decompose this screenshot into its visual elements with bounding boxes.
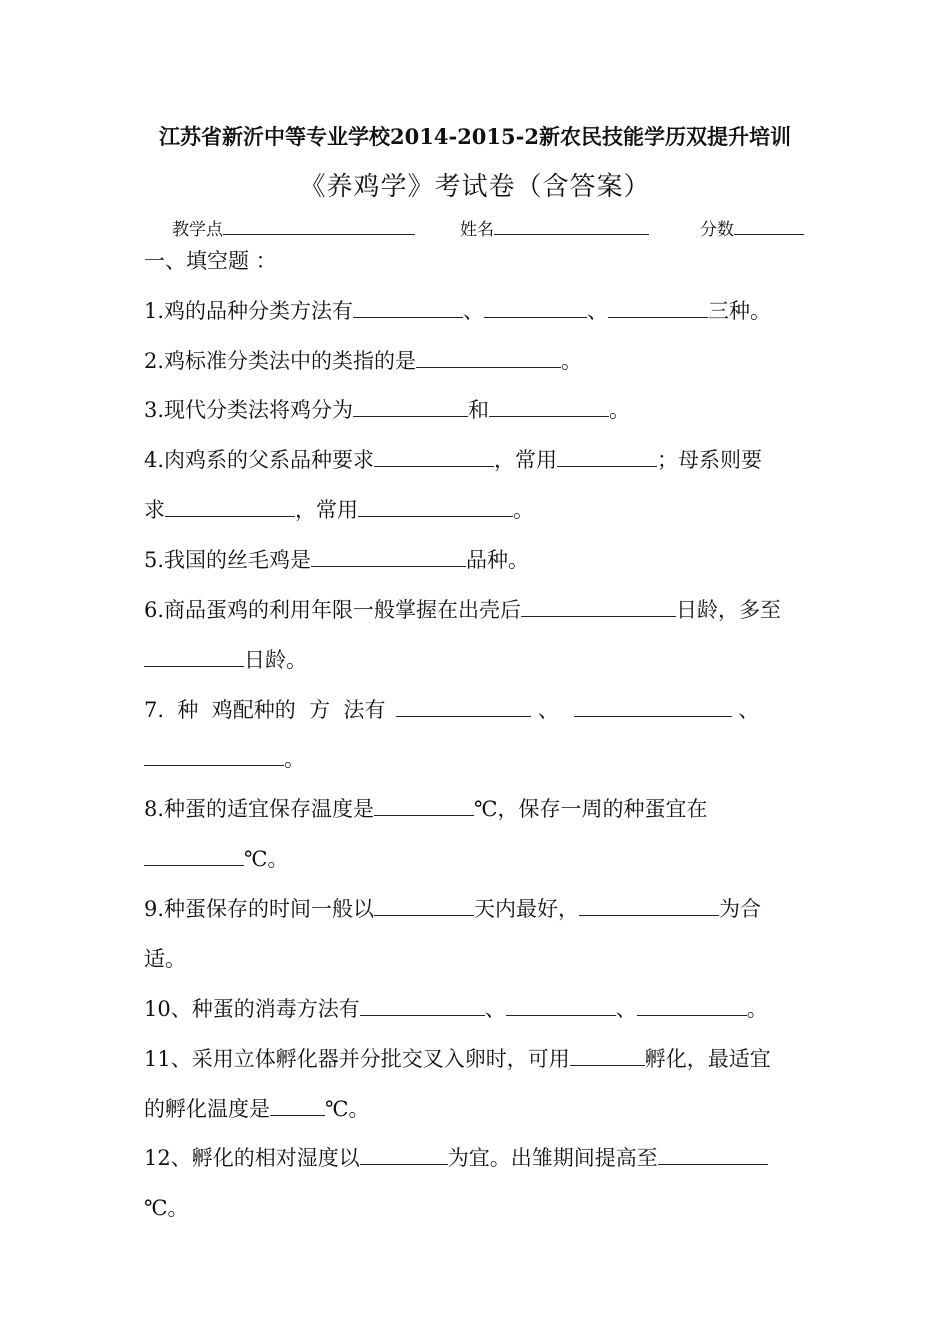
question-11-line-1 (144, 1046, 771, 1072)
question-9-line-1 (144, 896, 761, 922)
q8-text: 8.种蛋的适宜保存温度是 (144, 797, 375, 821)
q4-blank-1[interactable] (374, 448, 494, 467)
q11-blank-2[interactable] (270, 1097, 325, 1116)
q7-blank-1[interactable] (396, 698, 531, 717)
name-field (460, 214, 649, 240)
q8-tail: ℃。 (244, 847, 289, 871)
q8-blank-2[interactable] (144, 847, 244, 866)
question-6-line-2 (144, 647, 307, 673)
q10-blank-1[interactable] (360, 997, 485, 1016)
question-6-line-1 (144, 597, 781, 623)
q4-blank-3[interactable] (165, 498, 295, 517)
q4-cont: 求 (144, 498, 165, 522)
q6-blank-1[interactable] (521, 598, 676, 617)
q4-sep-3: ，常用 (295, 498, 358, 522)
q3-sep: 和 (468, 398, 490, 422)
q12-blank-2[interactable] (658, 1146, 768, 1165)
q9-sep-2: 为合 (719, 897, 762, 921)
question-2 (144, 348, 582, 374)
q5-text: 5.我国的丝毛鸡是 (144, 548, 312, 572)
name-blank[interactable] (494, 214, 649, 235)
q4-blank-2[interactable] (557, 448, 657, 467)
q7-sep-1: 、 (537, 698, 559, 722)
q7-sep-2: 、 (738, 698, 760, 722)
q1-sep-1: 、 (463, 299, 485, 323)
q6-text: 6.商品蛋鸡的利用年限一般掌握在出壳后 (144, 598, 522, 622)
q10-sep-1: 、 (484, 997, 506, 1021)
q6-blank-2[interactable] (144, 648, 244, 667)
question-8-line-2 (144, 846, 289, 872)
score-label: 分数 (700, 220, 734, 240)
teaching-point-label: 教学点 (172, 220, 223, 240)
q7-blank-3[interactable] (144, 747, 284, 766)
score-blank[interactable] (734, 214, 804, 235)
q1-text: 1.鸡的品种分类方法有 (144, 299, 354, 323)
question-4-line-2 (144, 497, 534, 523)
score-field (700, 214, 804, 240)
question-4-line-1 (144, 447, 762, 473)
q11-text: 11、采用立体孵化器并分批交叉入卵时，可用 (144, 1047, 570, 1071)
q1-blank-3[interactable] (608, 299, 708, 318)
q9-blank-2[interactable] (579, 897, 719, 916)
question-1 (144, 298, 771, 324)
q11-cont: 的孵化温度是 (144, 1097, 270, 1121)
q1-blank-1[interactable] (353, 299, 463, 318)
question-8-line-1 (144, 796, 708, 822)
name-label: 姓名 (460, 220, 494, 240)
teaching-point-blank[interactable] (223, 214, 415, 235)
q1-sep-2: 、 (587, 299, 609, 323)
q10-blank-2[interactable] (506, 997, 616, 1016)
q3-tail: 。 (609, 398, 631, 422)
q7-text: 7. 种 鸡配种的 方 法有 (144, 698, 386, 722)
q3-blank-2[interactable] (489, 398, 609, 417)
question-11-line-2 (144, 1096, 370, 1122)
q5-tail: 品种。 (466, 548, 530, 572)
q12-text: 12、孵化的相对湿度以 (144, 1146, 360, 1170)
question-7-line-2 (144, 746, 305, 772)
q8-sep: ℃，保存一周的种蛋宜在 (474, 797, 708, 821)
q9-blank-1[interactable] (374, 897, 474, 916)
q8-blank-1[interactable] (374, 797, 474, 816)
q2-tail: 。 (561, 349, 583, 373)
question-12-line-1 (144, 1145, 768, 1171)
q12-blank-1[interactable] (360, 1146, 448, 1165)
q2-text: 2.鸡标准分类法中的类指的是 (144, 349, 417, 373)
q4-sep-1: ，常用 (494, 448, 558, 472)
q12-tail: ℃。 (144, 1196, 189, 1220)
q11-blank-1[interactable] (570, 1047, 645, 1066)
q4-text: 4.肉鸡系的父系品种要求 (144, 448, 375, 472)
q10-sep-2: 、 (615, 997, 637, 1021)
q1-tail: 三种。 (708, 299, 772, 323)
q12-sep: 为宜。出雏期间提高至 (447, 1146, 658, 1170)
q3-blank-1[interactable] (353, 398, 468, 417)
q10-text: 10、种蛋的消毒方法有 (144, 997, 360, 1021)
question-12-line-2 (144, 1195, 189, 1221)
q10-tail: 。 (746, 997, 768, 1021)
question-9-line-2 (144, 946, 186, 972)
q5-blank-1[interactable] (311, 548, 466, 567)
q2-blank-1[interactable] (416, 349, 561, 368)
question-7-line-1 (144, 697, 759, 723)
q3-text: 3.现代分类法将鸡分为 (144, 398, 354, 422)
question-10 (144, 996, 768, 1022)
q4-sep-2: ；母系则要 (657, 448, 763, 472)
q6-sep: 日龄，多至 (676, 598, 782, 622)
exam-title-line1: 江苏省新沂中等专业学校2014-2015-2新农民技能学历双提升培训 (159, 124, 791, 149)
q7-blank-2[interactable] (574, 698, 732, 717)
q9-text: 9.种蛋保存的时间一般以 (144, 897, 375, 921)
q7-tail: 。 (284, 747, 305, 771)
q9-sep: 天内最好， (474, 897, 580, 921)
q11-sep: 孵化，最适宜 (644, 1047, 771, 1071)
q10-blank-3[interactable] (637, 997, 747, 1016)
q11-tail: ℃。 (325, 1097, 370, 1121)
q4-tail: 。 (513, 498, 534, 522)
q6-tail: 日龄。 (244, 648, 307, 672)
question-3 (144, 397, 630, 423)
q4-blank-4[interactable] (358, 498, 513, 517)
q1-blank-2[interactable] (484, 299, 587, 318)
question-5 (144, 547, 529, 573)
exam-title-line2: 《养鸡学》考试卷（含答案） (299, 172, 651, 202)
q9-tail: 适。 (144, 947, 186, 971)
section-heading: 一、填空题 ： (144, 249, 277, 273)
teaching-point-field (172, 214, 415, 240)
